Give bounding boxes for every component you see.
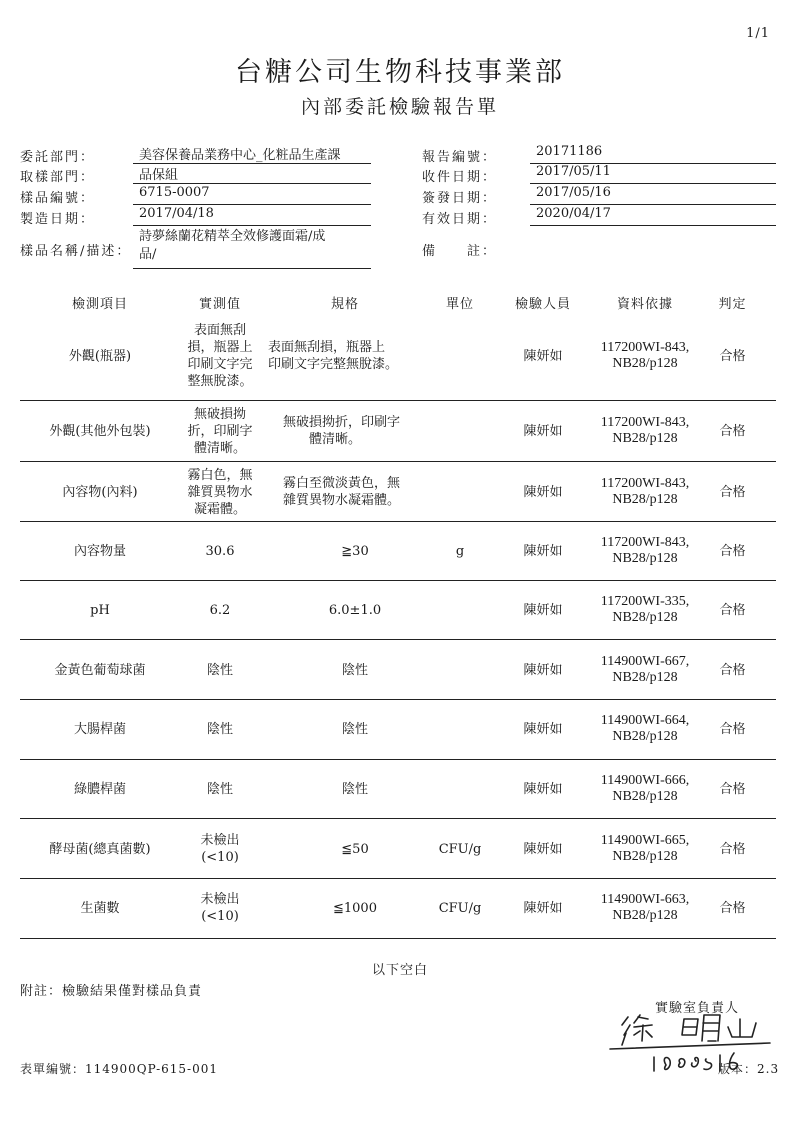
row-5-inspector: 陳妍如 — [523, 662, 563, 678]
commission-dept-value: 美容保養品業務中心_化粧品生產課 — [139, 148, 341, 163]
valid-date-label: 有效日期： — [422, 212, 498, 227]
remark-note: 附註：檢驗結果僅對樣品負責 — [20, 984, 203, 999]
row-8-reference: 114900WI-665, NB28/p128 — [600, 833, 690, 864]
sample-no-field — [133, 185, 371, 205]
manufacture-date-value: 2017/04/18 — [139, 206, 214, 221]
row-3-result: 合格 — [719, 543, 746, 559]
received-date-value: 2017/05/11 — [536, 164, 611, 179]
row-divider — [20, 400, 776, 401]
header-result: 判定 — [718, 297, 747, 312]
page-number: 1/1 — [746, 26, 770, 41]
row-6-measured: 陰性 — [206, 721, 233, 737]
row-7-item: 綠膿桿菌 — [73, 781, 126, 797]
report-no-value: 20171186 — [536, 144, 603, 159]
row-divider — [20, 461, 776, 462]
row-5-item: 金黃色葡萄球菌 — [54, 662, 146, 678]
row-6-inspector: 陳妍如 — [523, 721, 563, 737]
row-9-item: 生菌數 — [80, 900, 120, 916]
row-8-spec: ≦50 — [341, 841, 369, 857]
row-3-spec: ≧30 — [341, 543, 369, 559]
row-0-unit — [430, 312, 490, 400]
sample-name-line2: 品/ — [139, 247, 157, 262]
row-3-measured: 30.6 — [205, 543, 235, 559]
row-8-unit: CFU/g — [438, 841, 482, 857]
row-3-reference: 117200WI-843, NB28/p128 — [600, 535, 690, 566]
report-no-label: 報告編號： — [422, 150, 498, 165]
row-3-inspector: 陳妍如 — [523, 543, 563, 559]
issue-date-label: 簽發日期： — [422, 191, 498, 206]
row-1-measured: 無破損拗 折，印刷字 體清晰。 — [187, 406, 253, 456]
manufacture-date-field — [133, 206, 371, 226]
row-1-spec: 無破損拗折，印刷字 體清晰。 — [283, 415, 401, 447]
row-5-spec: 陰性 — [341, 662, 368, 678]
received-date-field — [530, 164, 776, 184]
row-2-measured: 霧白色，無 雜質異物水 凝霜體。 — [187, 467, 253, 517]
header-unit: 單位 — [445, 297, 474, 312]
received-date-label: 收件日期： — [422, 170, 498, 185]
row-0-spec: 表面無刮損，瓶器上 印刷文字完整無脫漆。 — [268, 340, 399, 372]
row-5-unit — [430, 641, 490, 699]
sampling-dept-label: 取樣部門： — [20, 170, 96, 185]
row-3-unit: g — [455, 543, 465, 559]
row-8-inspector: 陳妍如 — [523, 841, 563, 857]
valid-date-field — [530, 206, 776, 226]
row-1-result: 合格 — [719, 423, 746, 439]
commission-dept-label: 委託部門： — [20, 150, 96, 165]
row-0-item: 外觀(瓶器) — [68, 348, 132, 364]
commission-dept-field — [133, 144, 371, 164]
row-4-measured: 6.2 — [209, 602, 231, 618]
row-0-measured: 表面無刮 損，瓶器上 印刷文字完 整無脫漆。 — [187, 323, 253, 389]
row-2-reference: 117200WI-843, NB28/p128 — [600, 476, 690, 507]
remarks-field — [530, 228, 776, 266]
row-2-spec: 霧白至微淡黃色，無 雜質異物水凝霜體。 — [283, 476, 401, 508]
row-9-spec: ≦1000 — [333, 900, 377, 916]
row-5-reference: 114900WI-667, NB28/p128 — [600, 654, 690, 685]
row-6-item: 大腸桿菌 — [73, 721, 126, 737]
row-6-reference: 114900WI-664, NB28/p128 — [600, 713, 690, 744]
version-label: 版本：2.3 — [718, 1062, 780, 1076]
row-1-unit — [430, 402, 490, 460]
row-6-spec: 陰性 — [341, 721, 368, 737]
blank-below-note: 以下空白 — [371, 963, 428, 978]
row-4-inspector: 陳妍如 — [523, 602, 563, 618]
row-divider — [20, 818, 776, 819]
row-7-measured: 陰性 — [206, 781, 233, 797]
row-7-inspector: 陳妍如 — [523, 781, 563, 797]
row-1-item: 外觀(其他外包裝) — [49, 423, 151, 439]
row-8-item: 酵母菌(總真菌數) — [49, 841, 151, 857]
row-8-result: 合格 — [719, 841, 746, 857]
sample-name-line1: 詩夢絲蘭花精萃全效修護面霜/成 — [139, 229, 326, 244]
remarks-label: 備 註： — [422, 244, 498, 259]
row-4-reference: 117200WI-335, NB28/p128 — [600, 594, 690, 625]
sample-no-label: 樣品編號： — [20, 191, 96, 206]
row-2-item: 內容物(內料) — [62, 484, 138, 500]
row-6-unit — [430, 700, 490, 758]
row-6-result: 合格 — [719, 721, 746, 737]
row-7-result: 合格 — [719, 781, 746, 797]
report-no-field — [530, 144, 776, 164]
row-0-reference: 117200WI-843, NB28/p128 — [600, 340, 690, 371]
row-1-reference: 117200WI-843, NB28/p128 — [600, 415, 690, 446]
manufacture-date-label: 製造日期： — [20, 212, 96, 227]
row-divider — [20, 639, 776, 640]
issue-date-field — [530, 185, 776, 205]
form-number: 表單編號：114900QP-615-001 — [20, 1062, 218, 1076]
row-9-result: 合格 — [719, 900, 746, 916]
document-subtitle: 內部委託檢驗報告單 — [300, 96, 499, 118]
row-0-inspector: 陳妍如 — [523, 348, 563, 364]
sample-no-value: 6715-0007 — [139, 185, 210, 200]
valid-date-value: 2020/04/17 — [536, 206, 611, 221]
row-5-result: 合格 — [719, 662, 746, 678]
row-4-item: pH — [90, 602, 110, 618]
issue-date-value: 2017/05/16 — [536, 185, 611, 200]
header-inspector: 檢驗人員 — [514, 297, 571, 312]
row-4-spec: 6.0±1.0 — [328, 602, 382, 618]
row-9-reference: 114900WI-663, NB28/p128 — [600, 892, 690, 923]
row-5-measured: 陰性 — [206, 662, 233, 678]
sample-name-field — [133, 228, 371, 269]
row-7-reference: 114900WI-666, NB28/p128 — [600, 773, 690, 804]
header-reference: 資料依據 — [616, 297, 673, 312]
row-7-unit — [430, 760, 490, 818]
row-9-unit: CFU/g — [438, 900, 482, 916]
row-3-item: 內容物量 — [73, 543, 126, 559]
row-9-inspector: 陳妍如 — [523, 900, 563, 916]
document-title: 台糖公司生物科技事業部 — [235, 57, 565, 88]
row-2-unit — [430, 463, 490, 521]
row-divider — [20, 938, 776, 939]
row-7-spec: 陰性 — [341, 781, 368, 797]
row-1-inspector: 陳妍如 — [523, 423, 563, 439]
lab-supervisor-label: 實驗室負責人 — [655, 1001, 740, 1016]
row-2-inspector: 陳妍如 — [523, 484, 563, 500]
remarks-value — [530, 228, 536, 243]
row-8-measured: 未檢出 (<10) — [200, 833, 240, 865]
header-test-item: 檢測項目 — [71, 297, 128, 312]
header-spec: 規格 — [330, 297, 359, 312]
row-4-result: 合格 — [719, 602, 746, 618]
row-2-result: 合格 — [719, 484, 746, 500]
header-measured: 實測值 — [198, 297, 241, 312]
row-9-measured: 未檢出 (<10) — [200, 892, 240, 924]
row-0-result: 合格 — [719, 348, 746, 364]
row-4-unit — [430, 581, 490, 639]
sample-name-label: 樣品名稱/描述： — [20, 244, 132, 259]
sampling-dept-field — [133, 164, 371, 184]
sampling-dept-value: 品保組 — [139, 168, 179, 183]
